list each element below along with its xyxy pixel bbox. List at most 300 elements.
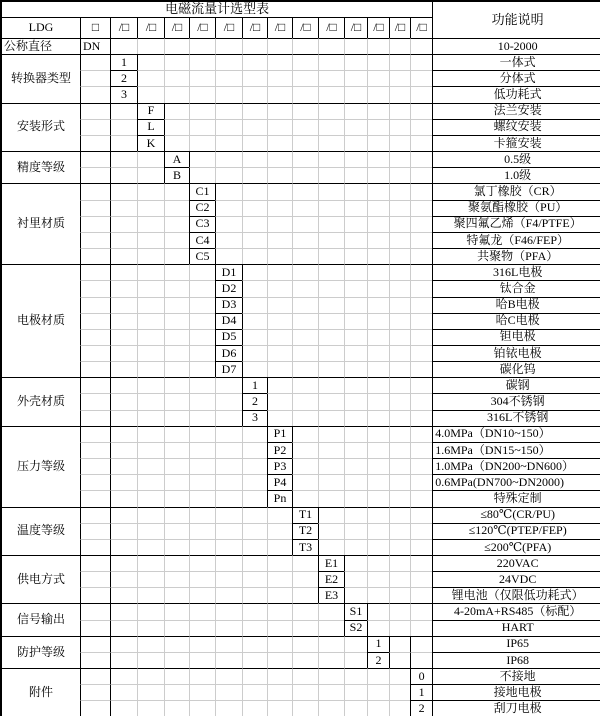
function-cell: ≤80℃(CR/PU) xyxy=(432,507,600,523)
filler-cell xyxy=(215,603,242,619)
filler-cell xyxy=(389,668,410,684)
filler-cell xyxy=(137,442,164,458)
filler-cell xyxy=(215,135,242,151)
filler-cell xyxy=(389,652,410,668)
filler-cell xyxy=(410,603,432,619)
filler-cell xyxy=(164,684,189,700)
filler-cell xyxy=(215,571,242,587)
filler-cell xyxy=(80,620,110,636)
filler-cell xyxy=(344,442,367,458)
filler-cell xyxy=(389,135,410,151)
filler-cell xyxy=(164,474,189,490)
filler-cell xyxy=(137,70,164,86)
filler-cell xyxy=(389,410,410,426)
filler-cell xyxy=(137,410,164,426)
filler-cell xyxy=(410,652,432,668)
model-slot-cell: /□ xyxy=(110,17,137,38)
filler-cell xyxy=(189,70,215,86)
filler-cell xyxy=(164,393,189,409)
filler-cell xyxy=(215,636,242,652)
filler-cell xyxy=(292,167,318,183)
filler-cell xyxy=(215,393,242,409)
filler-cell xyxy=(292,361,318,377)
filler-cell xyxy=(215,555,242,571)
filler-cell xyxy=(410,442,432,458)
filler-cell xyxy=(318,490,344,506)
category-cell: 转换器类型 xyxy=(2,54,80,102)
function-cell: ≤120℃(PTEP/FEP) xyxy=(432,523,600,539)
filler-cell xyxy=(242,313,267,329)
filler-cell xyxy=(318,523,344,539)
filler-cell xyxy=(410,539,432,555)
filler-cell xyxy=(367,38,389,54)
filler-cell xyxy=(410,200,432,216)
filler-cell xyxy=(242,70,267,86)
filler-cell xyxy=(267,555,292,571)
filler-cell xyxy=(410,167,432,183)
filler-cell xyxy=(267,539,292,555)
filler-cell xyxy=(189,280,215,296)
code-cell: P3 xyxy=(267,458,292,474)
filler-cell xyxy=(164,571,189,587)
filler-cell xyxy=(344,216,367,232)
filler-cell xyxy=(318,474,344,490)
filler-cell xyxy=(164,38,189,54)
filler-cell xyxy=(410,361,432,377)
filler-cell xyxy=(292,38,318,54)
filler-cell xyxy=(292,684,318,700)
model-slot-cell: /□ xyxy=(344,17,367,38)
filler-cell xyxy=(367,313,389,329)
filler-cell xyxy=(292,636,318,652)
filler-cell xyxy=(267,183,292,199)
filler-cell xyxy=(110,200,137,216)
filler-cell xyxy=(344,135,367,151)
code-cell: C1 xyxy=(189,183,215,199)
filler-cell xyxy=(292,183,318,199)
filler-cell xyxy=(267,200,292,216)
filler-cell xyxy=(242,652,267,668)
filler-cell xyxy=(80,442,110,458)
filler-cell xyxy=(410,183,432,199)
category-cell: 电极材质 xyxy=(2,264,80,377)
filler-cell xyxy=(110,297,137,313)
filler-cell xyxy=(267,361,292,377)
filler-cell xyxy=(267,264,292,280)
function-cell: 不接地 xyxy=(432,668,600,684)
filler-cell xyxy=(344,474,367,490)
code-cell: 2 xyxy=(242,393,267,409)
filler-cell xyxy=(110,700,137,716)
filler-cell xyxy=(344,151,367,167)
filler-cell xyxy=(292,103,318,119)
category-cell: 防护等级 xyxy=(2,636,80,668)
filler-cell xyxy=(389,636,410,652)
filler-cell xyxy=(215,167,242,183)
filler-cell xyxy=(267,636,292,652)
filler-cell xyxy=(189,668,215,684)
filler-cell xyxy=(164,555,189,571)
filler-cell xyxy=(367,264,389,280)
filler-cell xyxy=(292,426,318,442)
filler-cell xyxy=(410,458,432,474)
filler-cell xyxy=(344,539,367,555)
filler-cell xyxy=(215,54,242,70)
filler-cell xyxy=(137,490,164,506)
filler-cell xyxy=(367,216,389,232)
filler-cell xyxy=(215,587,242,603)
filler-cell xyxy=(189,119,215,135)
filler-cell xyxy=(367,523,389,539)
filler-cell xyxy=(367,539,389,555)
code-cell: P4 xyxy=(267,474,292,490)
model-slot-cell: /□ xyxy=(215,17,242,38)
function-cell: 10-2000 xyxy=(432,38,600,54)
filler-cell xyxy=(242,216,267,232)
filler-cell xyxy=(164,620,189,636)
filler-cell xyxy=(267,297,292,313)
filler-cell xyxy=(389,458,410,474)
filler-cell xyxy=(137,248,164,264)
filler-cell xyxy=(292,490,318,506)
filler-cell xyxy=(292,54,318,70)
filler-cell xyxy=(344,523,367,539)
filler-cell xyxy=(80,474,110,490)
filler-cell xyxy=(318,458,344,474)
filler-cell xyxy=(215,248,242,264)
filler-cell xyxy=(389,361,410,377)
filler-cell xyxy=(367,70,389,86)
model-slot-cell: /□ xyxy=(367,17,389,38)
filler-cell xyxy=(344,652,367,668)
filler-cell xyxy=(267,571,292,587)
filler-cell xyxy=(110,458,137,474)
filler-cell xyxy=(110,377,137,393)
filler-cell xyxy=(189,507,215,523)
filler-cell xyxy=(80,636,110,652)
code-cell: 2 xyxy=(367,652,389,668)
filler-cell xyxy=(80,555,110,571)
filler-cell xyxy=(189,86,215,102)
filler-cell xyxy=(367,200,389,216)
filler-cell xyxy=(318,361,344,377)
filler-cell xyxy=(215,377,242,393)
function-cell: 1.0MPa（DN200~DN600） xyxy=(432,458,600,474)
filler-cell xyxy=(410,38,432,54)
code-cell: 2 xyxy=(410,700,432,716)
category-cell: 附件 xyxy=(2,668,80,716)
filler-cell xyxy=(344,119,367,135)
filler-cell xyxy=(164,490,189,506)
filler-cell xyxy=(110,329,137,345)
filler-cell xyxy=(389,393,410,409)
filler-cell xyxy=(164,345,189,361)
filler-cell xyxy=(242,555,267,571)
function-cell: 4-20mA+RS485（标配） xyxy=(432,603,600,619)
code-cell: C3 xyxy=(189,216,215,232)
code-cell: 3 xyxy=(242,410,267,426)
filler-cell xyxy=(242,603,267,619)
filler-cell xyxy=(242,668,267,684)
code-cell: T2 xyxy=(292,523,318,539)
code-cell: D7 xyxy=(215,361,242,377)
category-cell: 衬里材质 xyxy=(2,183,80,264)
filler-cell xyxy=(189,474,215,490)
filler-cell xyxy=(267,603,292,619)
filler-cell xyxy=(80,151,110,167)
filler-cell xyxy=(242,458,267,474)
function-cell: 1.6MPa（DN15~150） xyxy=(432,442,600,458)
filler-cell xyxy=(137,587,164,603)
filler-cell xyxy=(410,54,432,70)
filler-cell xyxy=(344,280,367,296)
filler-cell xyxy=(164,523,189,539)
filler-cell xyxy=(410,70,432,86)
filler-cell xyxy=(410,345,432,361)
filler-cell xyxy=(80,70,110,86)
filler-cell xyxy=(344,555,367,571)
filler-cell xyxy=(389,539,410,555)
filler-cell xyxy=(367,232,389,248)
filler-cell xyxy=(110,232,137,248)
function-cell: 共聚物（PFA） xyxy=(432,248,600,264)
function-cell: 24VDC xyxy=(432,571,600,587)
function-cell: 氯丁橡胶（CR） xyxy=(432,183,600,199)
code-cell: 1 xyxy=(242,377,267,393)
filler-cell xyxy=(242,200,267,216)
filler-cell xyxy=(110,490,137,506)
filler-cell xyxy=(267,70,292,86)
filler-cell xyxy=(80,571,110,587)
filler-cell xyxy=(137,313,164,329)
filler-cell xyxy=(318,442,344,458)
filler-cell xyxy=(242,442,267,458)
filler-cell xyxy=(367,555,389,571)
filler-cell xyxy=(80,54,110,70)
filler-cell xyxy=(318,38,344,54)
filler-cell xyxy=(80,684,110,700)
function-cell: 一体式 xyxy=(432,54,600,70)
filler-cell xyxy=(344,668,367,684)
filler-cell xyxy=(164,636,189,652)
filler-cell xyxy=(80,280,110,296)
filler-cell xyxy=(215,410,242,426)
filler-cell xyxy=(344,700,367,716)
filler-cell xyxy=(389,603,410,619)
filler-cell xyxy=(110,393,137,409)
filler-cell xyxy=(410,151,432,167)
filler-cell xyxy=(389,86,410,102)
function-cell: 特氟龙（F46/FEP） xyxy=(432,232,600,248)
table-title: 电磁流量计选型表 xyxy=(165,2,270,17)
filler-cell xyxy=(137,636,164,652)
filler-cell xyxy=(164,280,189,296)
filler-cell xyxy=(80,103,110,119)
filler-cell xyxy=(367,474,389,490)
filler-cell xyxy=(344,329,367,345)
filler-cell xyxy=(389,264,410,280)
category-cell: 信号输出 xyxy=(2,603,80,635)
filler-cell xyxy=(110,571,137,587)
function-cell: 4.0MPa（DN10~150） xyxy=(432,426,600,442)
filler-cell xyxy=(292,603,318,619)
filler-cell xyxy=(242,264,267,280)
code-cell: D5 xyxy=(215,329,242,345)
filler-cell xyxy=(318,377,344,393)
filler-cell xyxy=(215,151,242,167)
category-cell: 供电方式 xyxy=(2,555,80,603)
filler-cell xyxy=(344,297,367,313)
filler-cell xyxy=(389,216,410,232)
filler-cell xyxy=(410,264,432,280)
filler-cell xyxy=(137,555,164,571)
filler-cell xyxy=(164,103,189,119)
filler-cell xyxy=(318,603,344,619)
function-cell: 螺纹安装 xyxy=(432,119,600,135)
filler-cell xyxy=(410,103,432,119)
filler-cell xyxy=(80,119,110,135)
filler-cell xyxy=(137,232,164,248)
filler-cell xyxy=(318,297,344,313)
model-slot-cell: /□ xyxy=(389,17,410,38)
code-cell: A xyxy=(164,151,189,167)
filler-cell xyxy=(367,86,389,102)
code-cell: 2 xyxy=(110,70,137,86)
filler-cell xyxy=(80,264,110,280)
filler-cell xyxy=(318,393,344,409)
filler-cell xyxy=(410,620,432,636)
code-cell: C4 xyxy=(189,232,215,248)
filler-cell xyxy=(367,410,389,426)
category-cell: 公称直径 xyxy=(2,38,80,54)
code-cell: C5 xyxy=(189,248,215,264)
filler-cell xyxy=(137,151,164,167)
filler-cell xyxy=(367,507,389,523)
filler-cell xyxy=(318,426,344,442)
filler-cell xyxy=(164,248,189,264)
filler-cell xyxy=(215,200,242,216)
filler-cell xyxy=(137,86,164,102)
code-cell: P2 xyxy=(267,442,292,458)
filler-cell xyxy=(292,377,318,393)
function-cell: 聚四氟乙烯（F4/PTFE） xyxy=(432,216,600,232)
function-column-header: 功能说明 xyxy=(432,2,600,38)
filler-cell xyxy=(318,700,344,716)
filler-cell xyxy=(215,474,242,490)
filler-cell xyxy=(242,426,267,442)
filler-cell xyxy=(318,280,344,296)
filler-cell xyxy=(110,167,137,183)
filler-cell xyxy=(137,652,164,668)
filler-cell xyxy=(292,151,318,167)
filler-cell xyxy=(189,458,215,474)
filler-cell xyxy=(389,70,410,86)
filler-cell xyxy=(189,523,215,539)
filler-cell xyxy=(367,183,389,199)
filler-cell xyxy=(389,700,410,716)
filler-cell xyxy=(389,232,410,248)
filler-cell xyxy=(292,264,318,280)
filler-cell xyxy=(367,442,389,458)
filler-cell xyxy=(389,377,410,393)
filler-cell xyxy=(389,167,410,183)
filler-cell xyxy=(292,571,318,587)
filler-cell xyxy=(344,183,367,199)
code-cell: S2 xyxy=(344,620,367,636)
filler-cell xyxy=(80,490,110,506)
filler-cell xyxy=(164,539,189,555)
filler-cell xyxy=(137,539,164,555)
category-cell: 安装形式 xyxy=(2,103,80,151)
filler-cell xyxy=(318,183,344,199)
filler-cell xyxy=(80,345,110,361)
filler-cell xyxy=(267,135,292,151)
filler-cell xyxy=(110,555,137,571)
filler-cell xyxy=(344,490,367,506)
filler-cell xyxy=(137,345,164,361)
filler-cell xyxy=(80,700,110,716)
function-cell: 低功耗式 xyxy=(432,86,600,102)
filler-cell xyxy=(80,393,110,409)
filler-cell xyxy=(318,668,344,684)
code-cell: D1 xyxy=(215,264,242,280)
filler-cell xyxy=(164,668,189,684)
filler-cell xyxy=(267,587,292,603)
filler-cell xyxy=(318,216,344,232)
filler-cell xyxy=(242,297,267,313)
code-cell: E3 xyxy=(318,587,344,603)
filler-cell xyxy=(344,345,367,361)
filler-cell xyxy=(410,555,432,571)
filler-cell xyxy=(110,248,137,264)
filler-cell xyxy=(189,603,215,619)
filler-cell xyxy=(367,587,389,603)
filler-cell xyxy=(389,345,410,361)
filler-cell xyxy=(344,684,367,700)
code-cell: F xyxy=(137,103,164,119)
filler-cell xyxy=(137,264,164,280)
filler-cell xyxy=(410,507,432,523)
function-cell: 聚氨酯橡胶（PU） xyxy=(432,200,600,216)
filler-cell xyxy=(215,119,242,135)
model-slot-cell: /□ xyxy=(292,17,318,38)
filler-cell xyxy=(137,603,164,619)
filler-cell xyxy=(164,216,189,232)
filler-cell xyxy=(292,232,318,248)
filler-cell xyxy=(189,54,215,70)
filler-cell xyxy=(344,587,367,603)
filler-cell xyxy=(164,458,189,474)
filler-cell xyxy=(318,151,344,167)
filler-cell xyxy=(267,167,292,183)
filler-cell xyxy=(344,313,367,329)
code-cell: 3 xyxy=(110,86,137,102)
filler-cell xyxy=(242,248,267,264)
code-cell: D2 xyxy=(215,280,242,296)
filler-cell xyxy=(215,86,242,102)
filler-cell xyxy=(189,442,215,458)
filler-cell xyxy=(164,700,189,716)
function-cell: 钛合金 xyxy=(432,280,600,296)
filler-cell xyxy=(110,264,137,280)
filler-cell xyxy=(410,490,432,506)
filler-cell xyxy=(410,216,432,232)
filler-cell xyxy=(189,636,215,652)
function-cell: 316L电极 xyxy=(432,264,600,280)
filler-cell xyxy=(189,297,215,313)
filler-cell xyxy=(318,313,344,329)
filler-cell xyxy=(189,700,215,716)
